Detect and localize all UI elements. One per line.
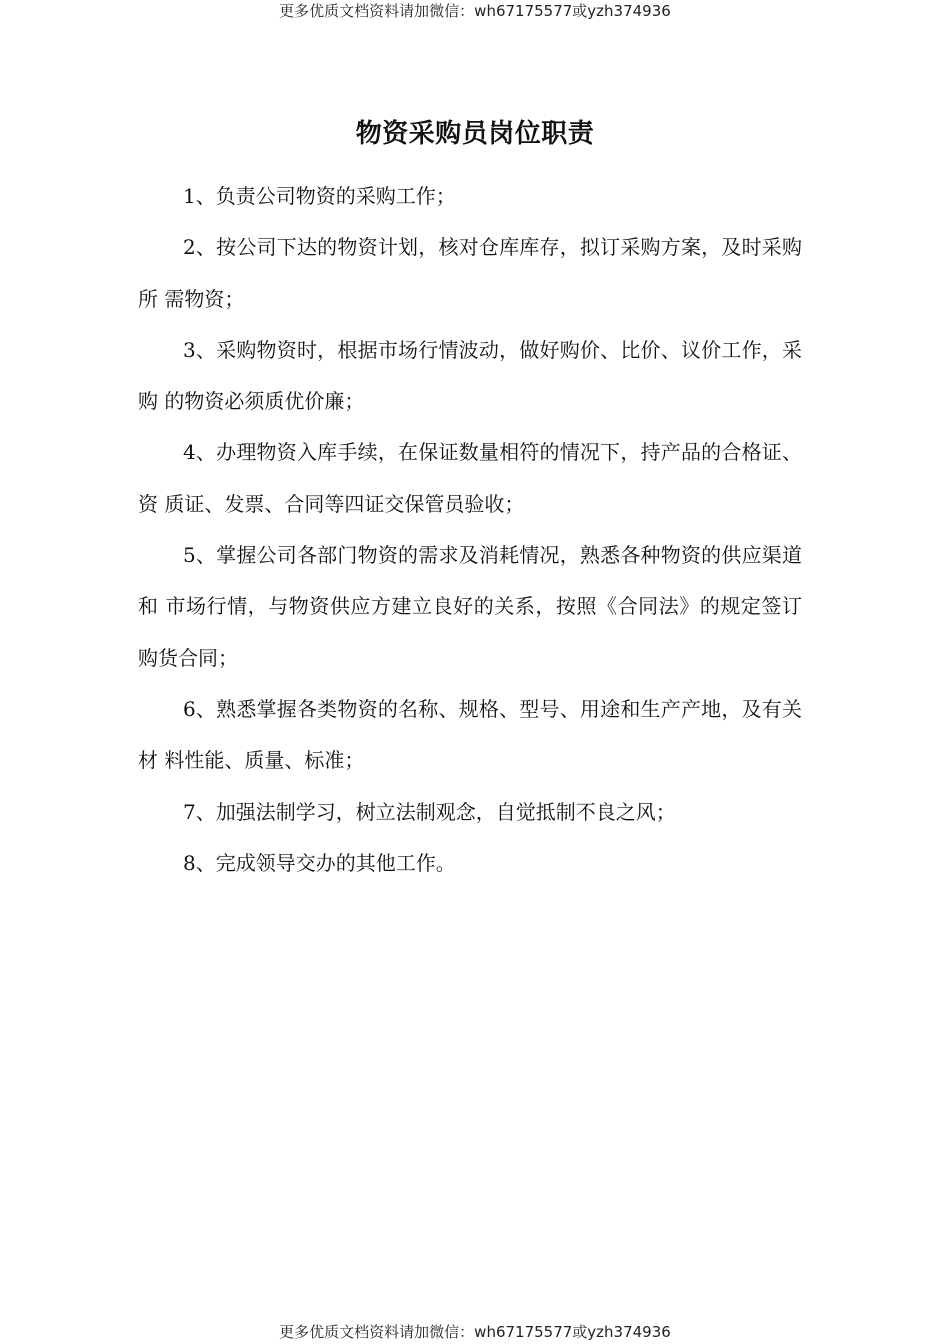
duty-item-1: 1、负责公司物资的采购工作； xyxy=(183,184,456,208)
page-title: 物资采购员岗位职责 xyxy=(355,119,595,149)
duty-item-5: 5、掌握公司各部门物资的需求及消耗情况，熟悉各种物资的供应渠道和 市场行情，与物资供应方建立良好的关系，按照《合同法》的规定签订购货合同； xyxy=(138,543,802,670)
duty-item-7: 7、加强法制学习，树立法制观念，自觉抵制不良之风； xyxy=(183,799,676,824)
watermark-header: 更多优质文档资料请加微信：wh67175577或yzh374936 xyxy=(279,2,671,20)
duty-item-8: 8、完成领导交办的其他工作。 xyxy=(183,850,456,875)
duty-item-4: 4、办理物资入库手续，在保证数量相符的情况下，持产品的合格证、资 质证、发票、合同等四证交保管员验收； xyxy=(138,440,802,516)
duty-item-2: 2、按公司下达的物资计划，核对仓库库存，拟订采购方案，及时采购所 需物资； xyxy=(138,235,802,311)
watermark-footer: 更多优质文档资料请加微信：wh67175577或yzh374936 xyxy=(279,1323,671,1341)
duty-item-6: 6、熟悉掌握各类物资的名称、规格、型号、用途和生产产地，及有关材 料性能、质量、标准； xyxy=(138,696,802,773)
duty-item-3: 3、采购物资时，根据市场行情波动，做好购价、比价、议价工作，采购 的物资必须质优价廉； xyxy=(138,337,802,414)
duty-list xyxy=(138,171,802,889)
